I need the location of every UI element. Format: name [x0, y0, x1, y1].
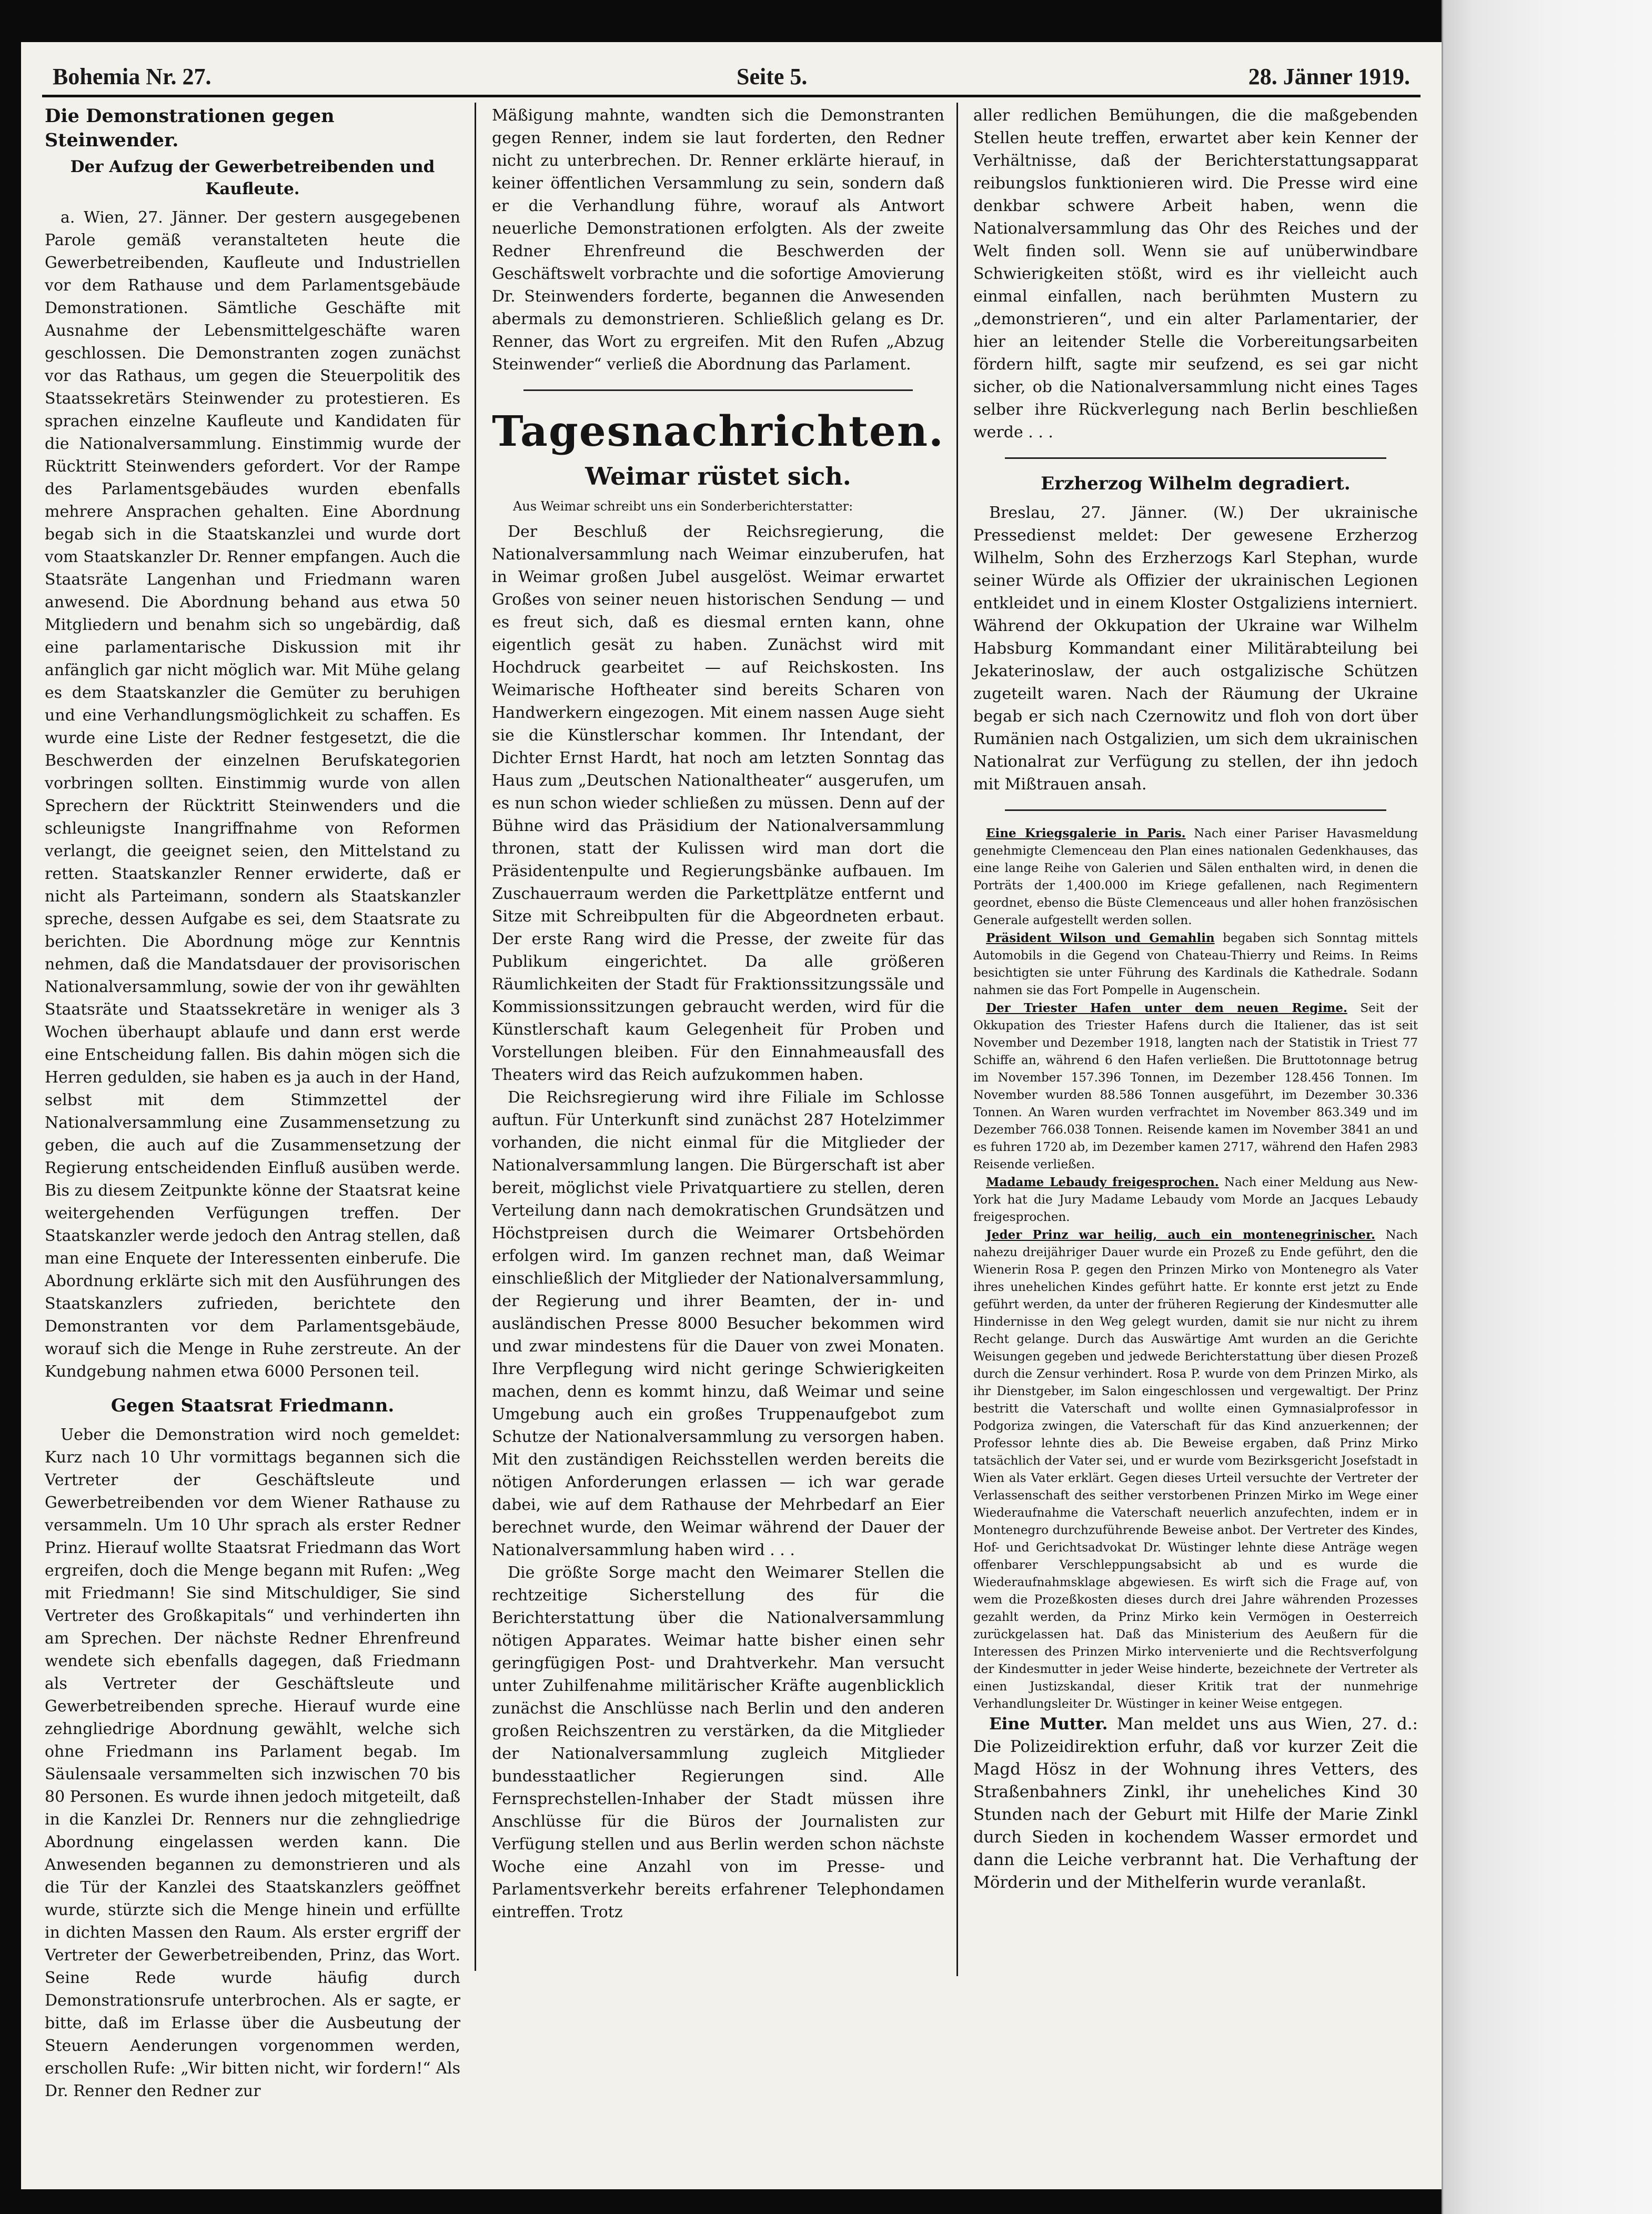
article-byline: Aus Weimar schreibt uns ein Sonderberichterstatter: [513, 499, 853, 514]
article-paragraph: Breslau, 27. Jänner. (W.) Der ukrainische Pressedienst meldet: Der gewesene Erzherzog Wilhelm, Sohn des Erzherzogs Karl Stephan, wurde seiner Würde als Offizier der ukrainischen Legionen entkleidet und in einem Kloster Ostgaliziens interniert. Während der Okkupation der Ukraine war Wilhelm Habsburg Kommandant einer Militärabteilung bei Jekaterinoslaw, der auch ostgalizische Schützen zugeteilt waren. Nach der Räumung der Ukraine begab er sich nach Czernowitz und floh von dort über Rumänien nach Ostgalizien, um sich dem ukrainischen Nationalrat zur Verfügung zu stellen, der ihn jedoch mit Mißtrauen ansah. [973, 504, 1418, 794]
divider [1005, 809, 1386, 811]
news-item [973, 1174, 1418, 1226]
article-subhead-demonstrations: Der Aufzug der Gewerbetreibenden und Kaufleute. [70, 157, 435, 198]
news-item-text: Man meldet uns aus Wien, 27. d.: Die Polizeidirektion erfuhr, daß vor kurzer Zeit die Magd Hösz in der Wohnung ihres Vetters, des Straßenbahners Zinkl, ihr uneheliches Kind 30 Stunden nach der Geburt mit Hilfe der Marie Zinkl durch Sieden in kochendem Wasser ermordet und dann die Leiche verbrannt hat. Die Verhaftung der Mörderin und der Mithelferin wurde veranlaßt. [973, 1715, 1418, 1892]
column-rule-1 [475, 103, 476, 1971]
news-item [973, 929, 1418, 999]
news-item-head: Eine Kriegsgalerie in Paris. [986, 826, 1186, 840]
news-item-text: Nach nahezu dreijähriger Dauer wurde ein Prozeß zu Ende geführt, den die Wienerin Rosa P. gegen den Prinzen Mirko von Montenegro als Vater ihres unehelichen Kindes geführt hatte. Er konnte erst jetzt zu Ende geführt werden, da unter der früheren Regierung der Kindesmutter alle Hindernisse in den Weg gelegt wurden, damit sie nur nicht zu ihrem Recht gelange. Durch das Auswärtige Amt wurden an die Gerichte Weisungen gegeben und jedwede Berichterstattung über diesen Prozeß durch die Zensur verhindert. Rosa P. wurde von dem Prinzen Mirko, als ihr Dienstgeber, im Salon eingeschlossen und vergewaltigt. Der Prinz bestritt die Vaterschaft und wollte einen Gymnasialprofessor in Podgoriza zwingen, die Vaterschaft für das Kind anzuerkennen; der Professor lehnte dies ab. Die Beweise ergaben, daß Prinz Mirko tatsächlich der Vater sei, und er wurde vom Bezirksgericht Josefstadt in Wien als Vater erklärt. Gegen dieses Urteil versuchte der Vertreter der Verlassenschaft des seither verstorbenen Prinzen Mirko im Wege einer Wiederaufnahme die Vaterschaft neuerlich anzufechten, indem er in Montenegro durchzuführende Beweise anbot. Der Vertreter des Kindes, Hof- und Gerichtsadvokat Dr. Wüstinger lehnte diese Anträge wegen offenbarer Verschleppungsabsicht ab und es wurde die Wiederaufnahmsklage abgewiesen. Es wirft sich die Frage auf, von wem die Prozeßkosten dieses durch drei Jahre währenden Prozesses gezahlt werden, da Prinz Mirko kein Vermögen in Oesterreich zurückgelassen hat. Daß das Ministerium des Aeußern für die Interessen des Prinzen Mirko intervenierte und die Rechtsverfolgung der Kindesmutter in jeder Weise hinderte, bezeichnete der Vertreter als einen Justizskandal, dieser Kritik trat der nunmehrige Verhandlungsleiter Dr. Wüstinger in keiner Weise entgegen. [973, 1228, 1418, 1711]
page-header [53, 58, 1410, 95]
section-title-tagesnachrichten: Tagesnachrichten. [492, 406, 944, 456]
column-1 [45, 104, 460, 2100]
newspaper-page [21, 42, 1442, 2189]
news-item-head: Jeder Prinz war heilig, auch ein montenegrinischer. [986, 1228, 1375, 1242]
news-item-text: begaben sich Sonntag mittels Automobils in die Gegend von Chateau-Thierry und Reims. In Reims besichtigten sie unter Führung des Kardinals die Kathedrale. Sodann nahmen sie das Fort Pompelle in Augenschein. [973, 931, 1418, 997]
article-paragraph: Der Beschluß der Reichsregierung, die Nationalversammlung nach Weimar einzuberufen, hat in Weimar großen Jubel ausgelöst. Weimar erwartet Großes von seiner neuen historischen Sendung — und es freut sich, daß es diesmal ernten kann, ohne eigentlich gesät zu haben. Zunächst wird mit Hochdruck gearbeitet — auf Reichskosten. Ins Weimarische Hoftheater sind bereits Scharen von Handwerkern eingezogen. Mit einem nassen Auge sieht sie die Künstlerschar kommen. Ihr Intendant, der Dichter Ernst Hardt, hat noch am letzten Sonntag das Haus zum „Deutschen Nationaltheater“ ausgerufen, um es nun schon wieder schließen zu müssen. Denn auf der Bühne wird das Präsidium der Nationalversammlung thronen, statt der Kulissen wird man dort die Präsidentenpulte und Regierungsbänke aufbauen. Im Zuschauerraum werden die Parkettplätze entfernt und Sitze mit Schreibpulten für die Abgeordneten erbaut. Der erste Rang wird die Presse, der zweite für das Publikum eingerichtet. Da alle größeren Räumlichkeiten der Stadt für Fraktionssitzungssäle und Kommissionssitzungen gebraucht werden, wird für die Künstlerschaft kaum Gelegenheit für Proben und Vorstellungen bleiben. Für den Einnahmeausfall des Theaters wird das Reich aufzukommen haben. [492, 523, 944, 1084]
news-item-head: Madame Lebaudy freigesprochen. [986, 1175, 1219, 1189]
news-item-text: Seit der Okkupation des Triester Hafens durch die Italiener, das ist seit November und Dezember 1918, langten nach der Statistik in Triest 77 Schiffe an, während 6 den Hafen verließen. Die Bruttotonnage betrug im November 157.396 Tonnen, im Dezember 128.456 Tonnen. Im November wurden 88.586 Tonnen ausgeführt, im Dezember 30.336 Tonnen. An Waren wurden verfrachtet im November 863.349 und im Dezember 766.038 Tonnen. Reisende kamen im November 3841 an und es fuhren 1720 ab, im Dezember kamen 2717, während den Hafen 2983 Reisende verließen. [973, 1001, 1418, 1171]
header-page-number: Seite 5. [737, 64, 808, 89]
news-item [973, 825, 1418, 929]
column-3 [973, 104, 1418, 1978]
column-2 [492, 104, 944, 1978]
header-issue: Bohemia Nr. 27. [53, 64, 211, 89]
news-item-text: Nach einer Pariser Havasmeldung genehmigte Clemenceau den Plan eines nationalen Gedenkhauses, das eine lange Reihe von Galerien und Sälen enthalten wird, in denen die Porträts der 1,400.000 im Kriege gefallenen, nach Regimentern geordnet, ebenso die Büste Clemenceaus und aller hohen französischen Generale aufgestellt werden sollen. [973, 827, 1418, 927]
news-item-text: Nach einer Meldung aus New-York hat die Jury Madame Lebaudy vom Morde an Jacques Lebaudy freigesprochen. [973, 1176, 1418, 1224]
article-paragraph: Mäßigung mahnte, wandten sich die Demonstranten gegen Renner, indem sie laut forderten, den Redner nicht zu unterbrechen. Dr. Renner erklärte hierauf, in keiner öffentlichen Versammlung zu sein, sondern daß er die Verhandlung führe, worauf als Antwort neuerliche Demonstrationen erfolgten. Als der zweite Redner Ehrenfreund die Beschwerden der Geschäftswelt vorbrachte und die sofortige Amovierung Dr. Steinwenders forderte, begannen die Anwesenden abermals zu demonstrieren. Schließlich gelang es Dr. Renner, das Wort zu ergreifen. Mit den Rufen „Abzug Steinwender“ verließ die Abordnung das Parlament. [492, 106, 944, 374]
article-headline-weimar: Weimar rüstet sich. [585, 462, 851, 490]
header-rule [42, 95, 1421, 97]
article-headline-demonstrations: Die Demonstrationen gegen Steinwender. [45, 105, 335, 151]
news-item [973, 999, 1418, 1174]
news-item [973, 1226, 1418, 1713]
article-paragraph: Die Reichsregierung wird ihre Filiale im Schlosse auftun. Für Unterkunft sind zunächst 287 Hotelzimmer vorhanden, die nicht einmal für die Mitglieder der Nationalversammlung langen. Die Bürgerschaft ist aber bereit, möglichst viele Privatquartiere zu stellen, deren Verteilung dann nach demokratischen Grundsätzen und Höchstpreisen durch die Weimarer Ortsbehörden erfolgen wird. Im ganzen rechnet man, daß Weimar einschließlich der Mitglieder der Nationalversammlung, der Regierung und ihrer Beamten, der in- und ausländischen Presse 8000 Besucher bekommen wird und zwar mindestens für die Dauer von zwei Monaten. Ihre Verpflegung wird nicht geringe Schwierigkeiten machen, denn es kommt hinzu, daß Weimar und seine Umgebung auch ein großes Truppenaufgebot zum Schutze der Nationalversammlung zu versorgen haben. Mit den zuständigen Reichsstellen werden bereits die nötigen Anforderungen erlassen — ich war gerade dabei, wie auf dem Rathause der Mehrbedarf an Eier berechnet wurde, den Weimar während der Dauer der Nationalversammlung haben wird . . . [492, 1088, 944, 1559]
article-paragraph: aller redlichen Bemühungen, die die maßgebenden Stellen heute treffen, erwartet aber kein Kenner der Verhältnisse, daß der Berichterstattungsapparat reibungslos funktionieren wird. Die Presse wird eine denkbar schwere Arbeit haben, wenn die Nationalversammlung das Ohr des Reiches und der Welt finden soll. Wenn sie auf unüberwindbare Schwierigkeiten stößt, wird es ihr vielleicht auch einmal einfallen, nach berühmten Mustern zu „demonstrieren“, und ein alter Parlamentarier, der hier an leitender Stelle die Vorbereitungsarbeiten fördern hilft, sagte mir seufzend, es sei gar nicht sicher, ob die Nationalversammlung nicht eines Tages selber ihre Rückverlegung nach Berlin beschließen werde . . . [973, 106, 1418, 442]
news-item-mutter [973, 1713, 1418, 1894]
scan-page-edge [1442, 0, 1652, 2214]
news-item-head: Präsident Wilson und Gemahlin [986, 931, 1215, 945]
divider [1005, 457, 1386, 459]
header-date: 28. Jänner 1919. [1248, 64, 1410, 89]
news-item-head: Eine Mutter. [989, 1715, 1108, 1734]
scan-edge-line [1442, 0, 1443, 2214]
news-item-head: Der Triester Hafen unter dem neuen Regime. [986, 1001, 1347, 1015]
short-news-block [973, 825, 1418, 1713]
article-headline-erzherzog: Erzherzog Wilhelm degradiert. [1041, 473, 1351, 494]
divider [523, 389, 913, 391]
article-paragraph: Ueber die Demonstration wird noch gemeldet: Kurz nach 10 Uhr vormittags begannen sich die Vertreter der Geschäftsleute und Gewerbetreibenden vor dem Wiener Rathause zu versammeln. Um 10 Uhr sprach als erster Redner Prinz. Hierauf wollte Staatsrat Friedmann das Wort ergreifen, doch die Menge begann mit Rufen: „Weg mit Friedmann! Sie sind Mitschuldiger, Sie sind Vertreter des Großkapitals“ und verhinderten ihn am Sprechen. Der nächste Redner Ehrenfreund wendete sich ebenfalls dagegen, daß Friedmann als Vertreter der Geschäftsleute und Gewerbetreibenden spreche. Hierauf wurde eine zehngliedrige Abordnung gewählt, welche sich ohne Friedmann ins Parlament begab. Im Säulensaale versammelten sich inzwischen 70 bis 80 Personen. Es wurde ihnen jedoch mitgeteilt, daß in die Kanzlei Dr. Renners nur die zehngliedrige Abordnung eingelassen werden kann. Die Anwesenden begannen zu demonstrieren und als die Tür der Kanzlei des Staatskanzlers geöffnet wurde, stürzte sich die Menge hinein und erfüllte in dichten Massen den Raum. Als erster ergriff der Vertreter der Gewerbetreibenden, Prinz, das Wort. Seine Rede wurde häufig durch Demonstrationsrufe unterbrochen. Als er sagte, er bitte, daß im Erlasse über die Ausbeutung der Steuern Aenderungen vorgenommen werden, erschollen Rufe: „Wir bitten nicht, wir fordern!“ Als Dr. Renner den Redner zur [45, 1426, 460, 2100]
article-paragraph: a. Wien, 27. Jänner. Der gestern ausgegebenen Parole gemäß veranstalteten heute die Gewerbetreibenden, Kaufleute und Industriellen vor dem Rathause und dem Parlamentsgebäude Demonstrationen. Sämtliche Geschäfte mit Ausnahme der Lebensmittelgeschäfte waren geschlossen. Die Demonstranten zogen zunächst vor das Rathaus, um gegen die Steuerpolitik des Staatssekretärs Steinwender zu protestieren. Es sprachen einzelne Kaufleute und Kandidaten für die Nationalversammlung. Einstimmig wurde der Rücktritt Steinwenders gefordert. Vor der Rampe des Parlamentsgebäudes wurden ebenfalls mehrere Ansprachen gehalten. Eine Abordnung begab sich in die Staatskanzlei und wurde dort vom Staatskanzler Dr. Renner empfangen. Auch die Staatsräte Langenhan und Friedmann waren anwesend. Die Abordnung behand aus etwa 50 Mitgliedern und benahm sich so ungebärdig, daß eine parlamentarische Diskussion mit ihr anfänglich gar nicht möglich war. Mit Mühe gelang es dem Staatskanzler die Gemüter zu beruhigen und eine Verhandlungsmöglichkeit zu schaffen. Es wurde eine Liste der Redner festgesetzt, die die Beschwerden der einzelnen Berufskategorien vorbringen sollten. Einstimmig wurde von allen Sprechern der Rücktritt Steinwenders und die schleunigste Inangriffnahme von Reformen verlangt, die geeignet seien, den Mittelstand zu retten. Staatskanzler Renner erwiderte, daß er nicht als Parteimann, sondern als Staatskanzler spreche, dessen Aufgabe es sei, dem Staatsrate zu berichten. Die Abordnung möge zur Kenntnis nehmen, daß die Mandatsdauer der provisorischen Nationalversammlung, sowie der von ihr gewählten Staatsräte und Staatssekretäre in weniger als 3 Wochen überhaupt ablaufe und dann erst werde eine Entscheidung fallen. Bis dahin mögen sich die Herren gedulden, sie haben es ja auch in der Hand, selbst mit dem Stimmzettel der Nationalversammlung eine Zusammensetzung zu geben, die auch auf die Zusammensetzung der Regierung entscheidenden Einfluß ausüben werde. Bis zu diesem Zeitpunkte könne der Staatsrat keine weitergehenden Verfügungen treffen. Der Staatskanzler werde jedoch den Antrag stellen, daß man eine Enquete der Interessenten einberufe. Die Abordnung erklärte sich mit den Ausführungen des Staatskanzlers zufrieden, berichtete den Demonstranten vor dem Parlamentsgebäude, worauf sich die Menge in Ruhe zerstreute. An der Kundgebung nahmen etwa 6000 Personen teil. [45, 208, 460, 1381]
column-rule-2 [956, 103, 958, 1976]
article-paragraph: Die größte Sorge macht den Weimarer Stellen die rechtzeitige Sicherstellung des für die Berichterstattung über die Nationalversammlung nötigen Apparates. Weimar hatte bisher einen sehr geringfügigen Post- und Drahtverkehr. Man versucht unter Zuhilfenahme militärischer Kräfte augenblicklich zunächst die Anschlüsse nach Berlin und den anderen großen Reichszentren zu verstärken, da die Mitglieder der Nationalversammlung zugleich Mitglieder bundesstaatlicher Regierungen sind. Alle Fernsprechstellen-Inhaber der Stadt müssen ihre Anschlüsse für die Büros der Journalisten zur Verfügung stellen und aus Berlin werden schon nächste Woche eine Anzahl von im Presse- und Parlamentsverkehr bereits erfahrener Telephondamen eintreffen. Trotz [492, 1564, 944, 1921]
section-heading-friedmann: Gegen Staatsrat Friedmann. [110, 1395, 395, 1416]
